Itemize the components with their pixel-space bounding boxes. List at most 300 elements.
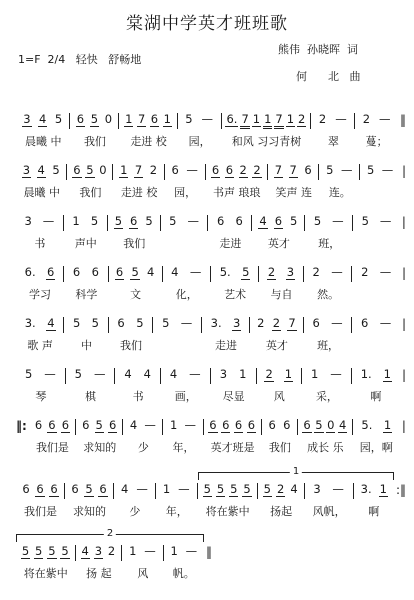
lyric-segment: 将在紫中 [23,567,68,580]
lyric-segment: 英才 [265,339,288,352]
note: 5 [366,163,375,177]
note: 6 [73,163,81,177]
lyric-segment: 中 [80,339,92,352]
measure-notes [259,266,304,282]
measure [16,483,65,519]
note: 4 [147,265,155,279]
note: 4 [339,418,347,432]
measure-notes [352,368,400,384]
measure-row [16,317,406,353]
note: 4 [171,265,179,279]
measure-notes [16,113,70,129]
note: 3. [210,316,222,330]
lyric-segment: 我们 [120,339,143,352]
measure-notes [113,164,164,180]
measure [198,483,258,519]
measure [64,266,109,302]
lyric-segment: 求知的 [73,505,106,518]
note: 6 [36,482,44,496]
note: 6 [171,163,179,177]
lyric-segment [352,288,400,302]
barline-end: | [401,266,407,280]
measure-notes [352,266,400,282]
note: 6 [61,418,70,432]
lyric-segment: 画， [174,390,197,403]
lyric-segment: 园， [188,135,211,148]
note: — [201,112,213,126]
measure [16,113,70,149]
note: — [144,418,156,432]
note: 5 [326,163,334,177]
lyric-segment [161,237,209,251]
measure [16,317,64,353]
note: 1 [162,482,171,496]
measure [204,419,262,455]
note: 4 [121,482,129,496]
note: 5 [315,418,323,432]
note: 3. [360,482,372,496]
note: 2 [267,265,276,279]
note: 6. [24,265,36,279]
measure-notes [252,215,305,231]
lyric-segment: 琴 [35,390,47,403]
measure [109,266,163,302]
lyric-segment: 与自 [270,288,293,301]
note: 5 [48,544,56,558]
measure [109,317,154,353]
measure-notes [353,419,400,435]
measure [76,545,123,581]
measure [161,215,209,251]
note: 6 [47,265,55,279]
lyric-segment: 书 [34,237,46,250]
note: 1 [263,113,272,129]
measure-notes [355,113,398,129]
measure [352,266,400,302]
barline-end: | [401,368,406,382]
note: 6 [312,316,320,330]
note: 3 [94,544,103,558]
measure [353,419,400,455]
note: 3. [24,316,36,330]
music-system [16,317,406,368]
measure-row [16,164,406,200]
measure-notes [298,419,353,435]
music-system [16,266,406,317]
lyric-segment: 翠 [327,135,339,148]
note: — [44,367,56,381]
measure-notes [66,368,116,384]
note: 5 [91,316,99,330]
music-system [16,368,406,419]
music-system [16,215,406,266]
measure-row [16,368,406,404]
note: 7 [137,112,146,126]
barline-end: | [401,317,406,331]
lyric-segment: 班， [318,237,341,250]
measure-notes [114,483,156,499]
measure [16,215,64,251]
note: — [186,163,198,177]
note: 5 [95,418,103,432]
measure [208,215,252,251]
note: — [184,418,196,432]
lyric-segment: 化， [175,288,198,301]
note: 7 [274,113,283,129]
repeat-start-sign: ‖: [16,419,27,433]
lyric-segment: 走进 [215,339,238,352]
measure [123,419,163,455]
barline-end: ‖ [206,545,213,559]
lyric-segment: 笑声 连 [275,186,312,199]
note: 5. [219,265,231,279]
note: 6 [211,163,220,177]
measure [76,419,123,455]
note: 6 [234,418,243,432]
measure-notes [165,164,206,180]
note: — [187,214,199,228]
measure-notes [302,368,352,384]
measure-notes [211,368,257,384]
note: 2 [257,316,265,330]
note: 6 [71,482,79,496]
lyric-segment: 帆。 [172,567,195,580]
measure-notes [65,483,114,499]
note: 1 [379,482,387,496]
lyric-segment [353,237,400,251]
note: 6 [150,112,159,126]
measure-notes [250,317,304,333]
lyric-segment [360,186,400,200]
measure [222,113,312,149]
measure [250,317,304,353]
measure-notes [305,483,354,499]
note: 1 [125,112,133,126]
note: 5 [21,544,30,558]
note: 6. [226,112,238,126]
note: 6 [76,112,85,126]
lyric-segment: 啊 [368,505,380,518]
measure-notes [353,215,400,231]
measure-notes [16,545,76,561]
note: — [136,482,148,496]
measure-notes [262,419,298,435]
measure-notes [153,317,202,333]
composer-credit: 何 北 曲 [296,70,361,83]
measure [164,545,204,581]
note: 5 [61,544,69,558]
measure [165,164,206,200]
note: 6 [117,316,125,330]
note: 5 [24,367,33,381]
note: 5 [85,482,93,496]
lyric-segment: 年， [172,441,195,454]
measure-notes [29,419,76,435]
barline-end: | [401,215,406,229]
note: — [189,367,201,381]
note: 1 [170,418,178,432]
measure [161,368,211,404]
lyric-segment: 啊 [370,390,382,403]
measure [302,368,352,404]
note: 6 [303,418,311,432]
measure-notes [109,266,163,282]
note: 1 [170,544,178,558]
measure-row [16,215,406,251]
lyric-segment: 科学 [75,288,98,301]
note: 6 [209,418,217,432]
measure-notes [202,317,250,333]
note: 1 [383,418,392,432]
lyric-segment: 将在紫中 [205,505,250,518]
note: 5 [216,482,225,496]
measure-notes [64,266,109,282]
note: 5. [361,418,373,432]
note: 5 [86,163,94,177]
note: 6 [268,418,276,432]
note: 2 [253,163,261,177]
measure-notes [178,113,222,129]
note: 6 [235,214,243,228]
volta-bracket [198,466,394,480]
note: 2 [107,544,116,558]
measure [113,164,164,200]
note: 4 [81,544,89,558]
measure [319,164,360,200]
lyric-segment: 成长 乐 [307,441,344,454]
note: 5 [74,367,82,381]
note: 5 [131,265,139,279]
note: 5 [361,214,369,228]
note: 4 [143,367,151,381]
note: 6 [274,214,283,228]
note: 6 [361,316,369,330]
note: 4 [37,163,45,177]
measure-notes [206,164,268,180]
measure [16,266,64,302]
lyric-segment: 然。 [317,288,340,301]
note: 4 [47,316,55,330]
note: 0 [99,163,107,177]
barline-end: | [401,419,406,433]
measure-notes [204,419,262,435]
note: 5 [35,544,43,558]
music-system [16,419,406,470]
barline-end: ‖ [400,113,407,127]
lyric-segment: 和风 习习青树 [231,135,302,148]
lyric-segment: 风 [273,390,285,403]
note: 4 [39,112,47,126]
note: 6 [222,418,230,432]
note: 3 [22,163,31,177]
measure-notes [122,545,163,561]
note: 2 [149,163,158,177]
measure-notes [304,266,353,282]
note: 6 [99,482,107,496]
note: 2 [298,112,306,126]
barline-end: :‖ [395,483,406,497]
note: 3 [23,112,31,126]
measure-notes [164,545,204,561]
lyric-segment: 我们 [268,441,291,454]
note: 4 [169,367,178,381]
note: 2 [272,316,281,330]
note: 1 [383,367,391,381]
note: 3 [286,265,295,279]
note: 7 [240,113,249,129]
measure [178,113,222,149]
measure [115,368,161,404]
note: 3 [233,316,241,330]
measure-notes [16,483,65,499]
measure-notes [161,368,211,384]
note: 2 [239,163,247,177]
lyric-segment [153,339,202,353]
note: — [379,112,391,126]
note: 2 [276,482,285,496]
measure [16,545,76,581]
measure [163,419,203,455]
measure-row [16,483,406,519]
note: 5 [169,214,177,228]
measure [354,483,394,519]
note: 6 [130,214,138,228]
measure [65,483,114,519]
measure [268,164,319,200]
lyric-segment: 声中 [74,237,97,250]
note: 7 [288,316,296,330]
volta-label: 2 [104,528,116,540]
note: 2 [362,112,371,126]
note: 5 [90,214,99,228]
note: 5 [230,482,238,496]
note: — [180,316,193,330]
measure [211,266,259,302]
note: 6 [50,482,58,496]
note: 5 [54,112,63,126]
note: 6 [72,265,81,279]
lyric-segment: 园，啊 [359,441,393,454]
measure [311,113,355,149]
note: 1 [120,163,128,177]
lyric-segment: 风帆， [312,505,346,518]
note: 1 [284,367,293,381]
measure [29,419,76,455]
note: 4 [124,367,132,381]
measure [304,266,353,302]
song-title: 棠湖中学英才班班歌 [126,14,288,34]
measure [114,483,156,519]
note: 6 [217,214,225,228]
music-system [16,164,406,215]
measure-notes [123,419,163,435]
lyric-segment: 风 [137,567,149,580]
music-system [16,466,406,536]
measure-notes [16,266,64,282]
lyric-segment: 班， [317,339,340,352]
measure-notes [360,164,400,180]
measure-notes [161,215,209,231]
measure-notes [156,483,198,499]
note: 6 [283,418,291,432]
note: 5 [203,482,211,496]
note: — [331,265,343,279]
note: 5 [145,214,153,228]
note: 4 [129,418,138,432]
measure-notes [268,164,319,180]
lyric-segment: 我们 [83,135,106,148]
measure-notes [198,483,258,499]
key-tempo-info: 1=F 2/4 轻快 舒畅地 [18,53,142,66]
note: 5 [313,214,322,228]
measure [119,113,177,149]
note: 1 [286,112,295,126]
lyric-segment: 年， [165,505,188,518]
measure [360,164,400,200]
measure [257,368,303,404]
measure-notes [222,113,312,129]
measure [259,266,304,302]
measure [298,419,353,455]
measure-notes [163,266,212,282]
note: 1 [163,112,171,126]
measure-notes [64,317,108,333]
measure [64,215,108,251]
note: — [332,214,344,228]
note: 4 [290,482,298,496]
note: 2 [361,265,369,279]
lyric-segment: 少 [129,505,141,518]
measure-notes [304,317,353,333]
measure-notes [258,483,305,499]
measure-notes [70,113,119,129]
note: 5 [72,316,81,330]
note: — [335,112,347,126]
measure [206,164,268,200]
note: 5 [242,265,250,279]
note: — [332,482,344,496]
note: 6 [108,418,117,432]
lyric-segment [352,339,400,353]
note: 1 [72,214,80,228]
note: — [379,265,392,279]
note: — [178,482,190,496]
measure [211,368,257,404]
lyric-segment: 英才 [267,237,290,250]
measure-notes [257,368,303,384]
note: 6 [91,265,99,279]
measure [70,113,119,149]
measure-notes [163,419,203,435]
note: 5 [290,214,298,228]
lyric-segment: 歌 声 [27,339,53,352]
measure [16,368,66,404]
note: — [144,544,156,558]
note: 3 [313,482,321,496]
note: 1. [360,367,372,381]
measure-notes [115,368,161,384]
measure [355,113,398,149]
volta-label: 1 [290,466,302,478]
measure-notes [16,215,64,231]
lyric-segment: 我们 [123,237,146,250]
note: — [330,367,342,381]
score [16,113,406,593]
note: 1 [311,367,319,381]
lyric-segment: 晨曦 中 [23,186,60,199]
lyric-segment: 棋 [85,390,97,403]
note: 6 [82,418,90,432]
